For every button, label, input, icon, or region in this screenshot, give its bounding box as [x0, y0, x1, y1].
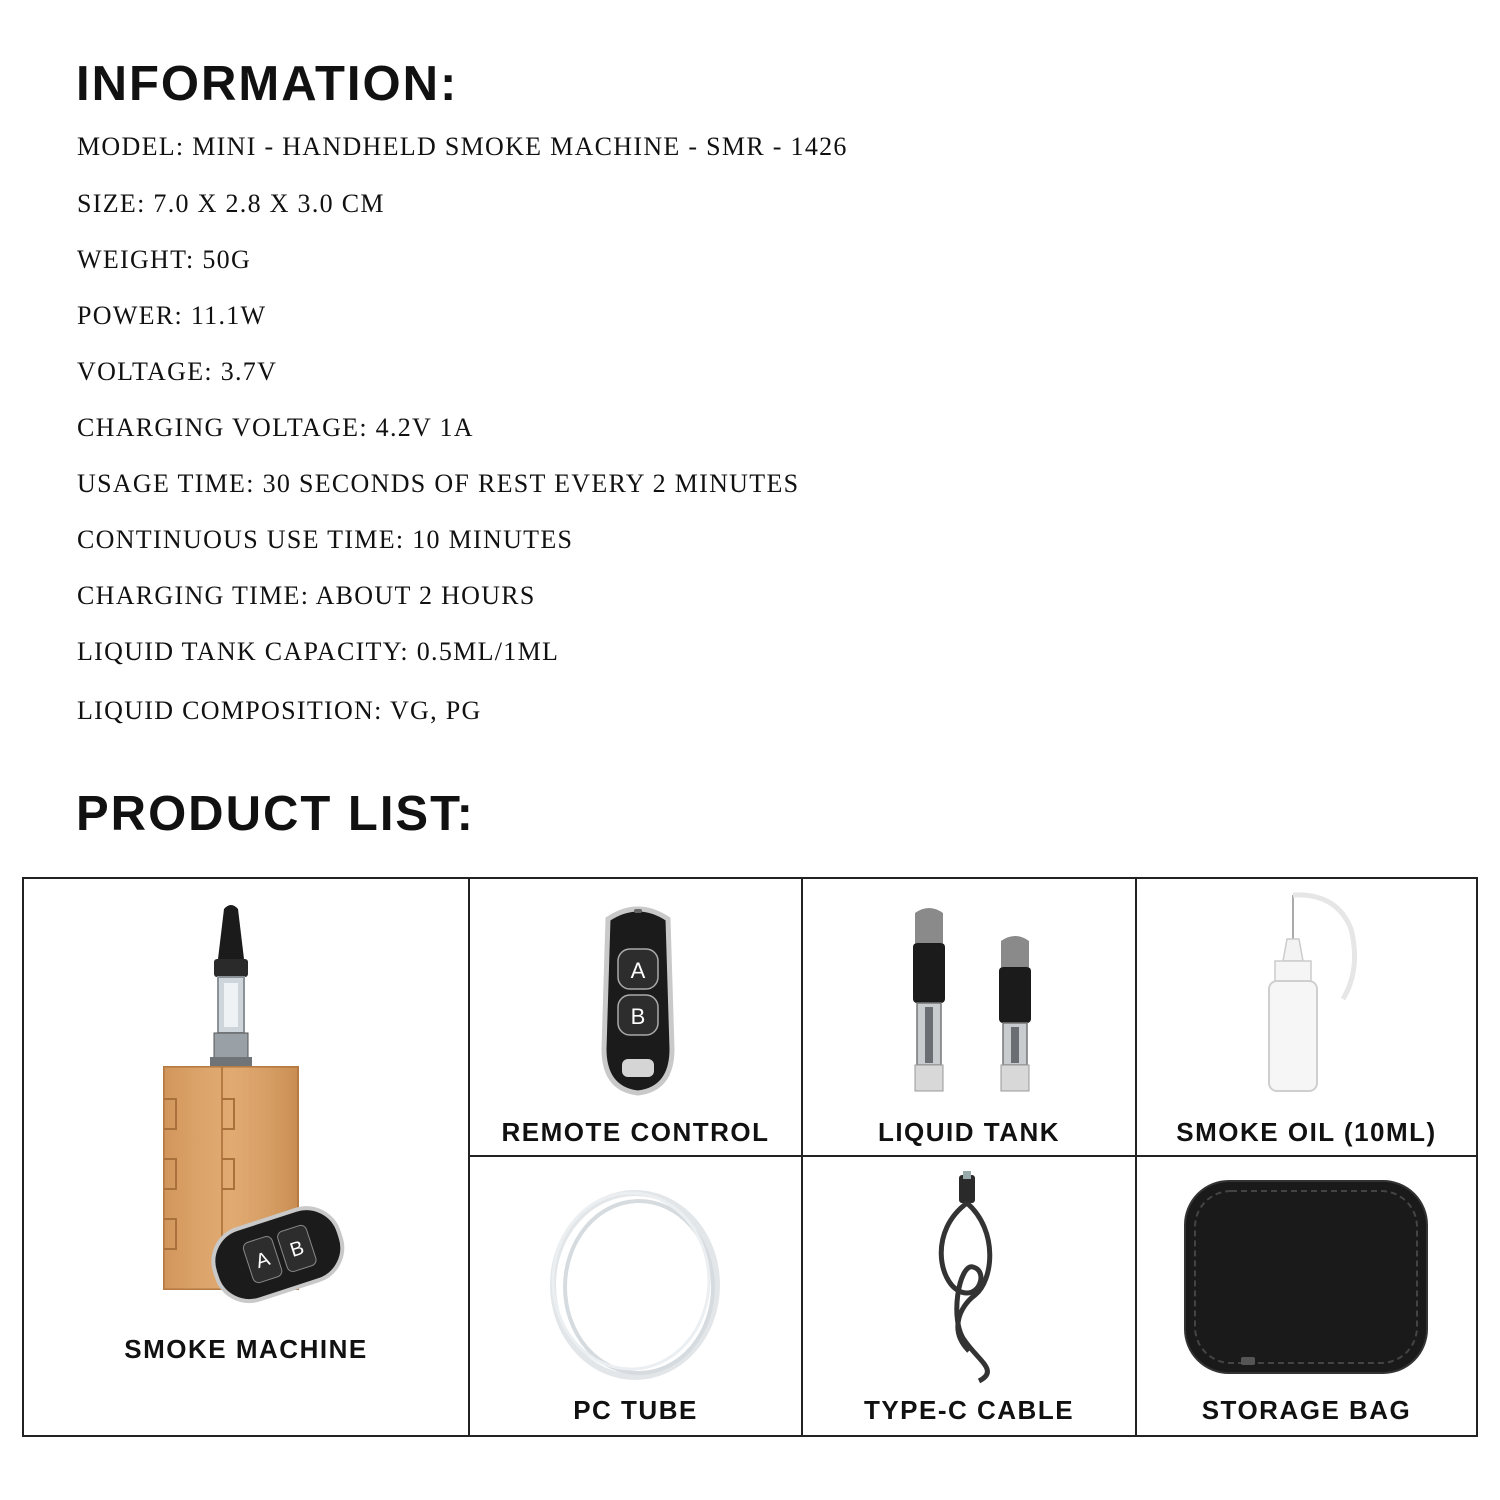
pc-tube-icon: [535, 1177, 735, 1387]
smoke-machine-icon: [144, 899, 364, 1309]
spec-charging-voltage: CHARGING VOLTAGE: 4.2V 1A: [77, 413, 474, 442]
spec-power: POWER: 11.1W: [77, 301, 267, 330]
spec-voltage: VOLTAGE: 3.7V: [77, 357, 278, 386]
storage-bag-icon: [1181, 1177, 1431, 1377]
product-label-storage-bag: STORAGE BAG: [1201, 1395, 1412, 1425]
remote-control-button-b: B: [630, 1004, 646, 1029]
spec-usage-time: USAGE TIME: 30 SECONDS OF REST EVERY 2 MINUTES: [77, 469, 800, 498]
information-heading: INFORMATION:: [76, 57, 459, 111]
product-cell-type-c-cable: [803, 1157, 1135, 1435]
product-list-heading: PRODUCT LIST:: [76, 787, 475, 841]
liquid-tank-icon: [903, 903, 1053, 1099]
remote-control-button-a: A: [630, 958, 646, 983]
product-label-smoke-machine: SMOKE MACHINE: [124, 1334, 368, 1364]
spec-liquid-composition: LIQUID COMPOSITION: VG, PG: [77, 696, 482, 725]
spec-weight: WEIGHT: 50G: [77, 245, 252, 274]
product-label-pc-tube: PC TUBE: [573, 1395, 698, 1425]
spec-size: SIZE: 7.0 X 2.8 X 3.0 CM: [77, 189, 385, 218]
remote-button-b: B: [287, 1236, 307, 1262]
product-label-smoke-oil: SMOKE OIL (10ML): [1176, 1117, 1437, 1147]
remote-control-icon: [588, 899, 688, 1099]
spec-continuous-use-time: CONTINUOUS USE TIME: 10 MINUTES: [77, 525, 574, 554]
product-cell-liquid-tank: [803, 879, 1135, 1155]
smoke-oil-bottle-icon: [1257, 889, 1377, 1099]
product-cell-remote-control: [470, 879, 801, 1155]
product-cell-smoke-machine: [24, 879, 468, 1435]
product-label-remote-control: REMOTE CONTROL: [501, 1117, 770, 1147]
product-label-liquid-tank: LIQUID TANK: [877, 1117, 1061, 1147]
product-cell-pc-tube: [470, 1157, 801, 1435]
spec-charging-time: CHARGING TIME: ABOUT 2 HOURS: [77, 581, 536, 610]
remote-button-a: A: [253, 1247, 273, 1274]
spec-tank-capacity: LIQUID TANK CAPACITY: 0.5ML/1ML: [77, 637, 560, 666]
product-label-type-c-cable: TYPE-C CABLE: [863, 1395, 1075, 1425]
product-cell-storage-bag: [1137, 1157, 1476, 1435]
spec-model: MODEL: MINI - HANDHELD SMOKE MACHINE - SMR - 1426: [77, 132, 848, 161]
product-cell-smoke-oil: [1137, 879, 1476, 1155]
type-c-cable-icon: [919, 1171, 1019, 1391]
